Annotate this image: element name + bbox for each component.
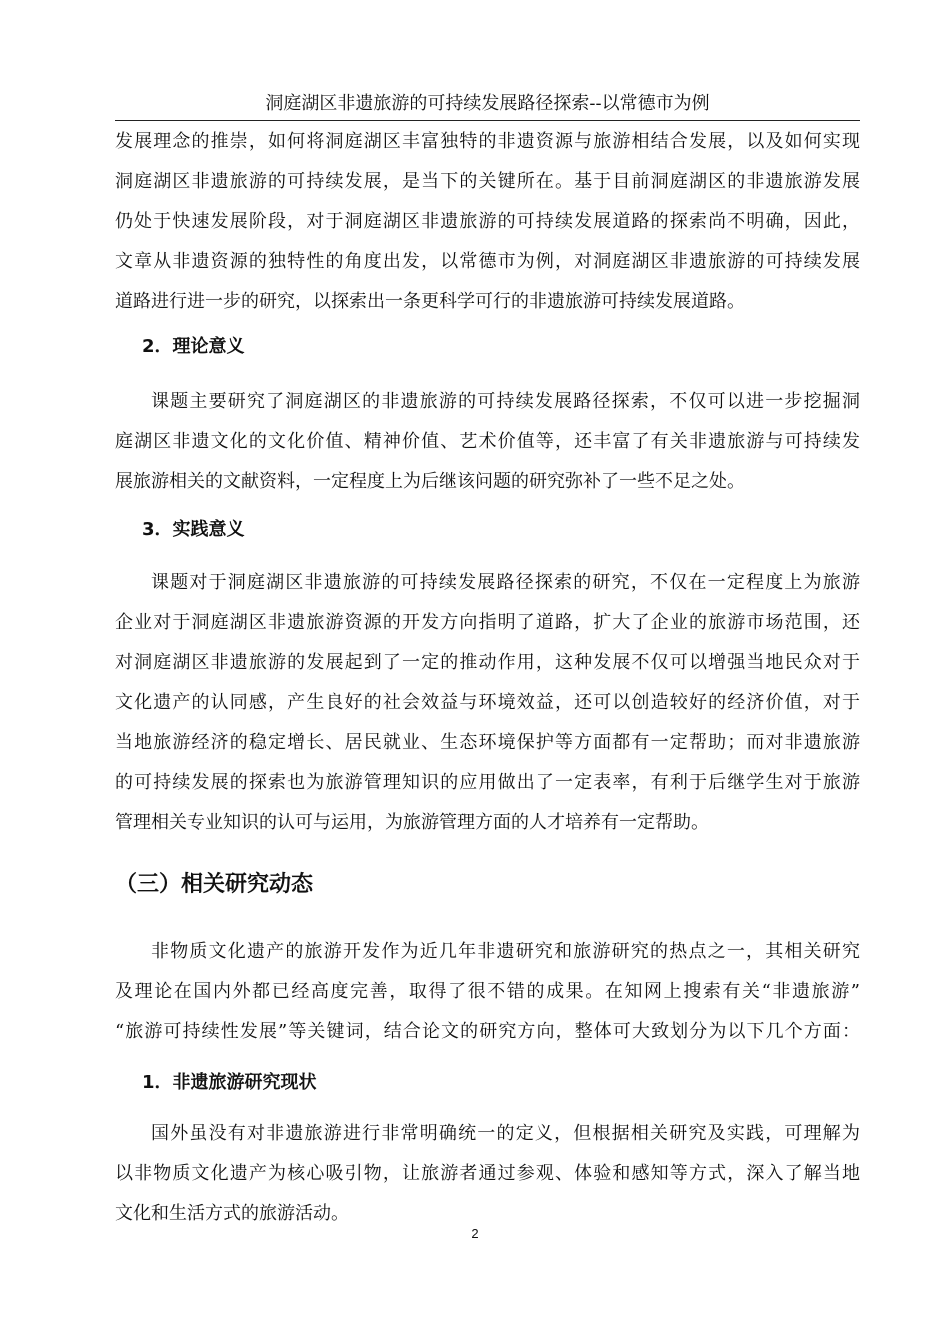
text-line: 当地旅游经济的稳定增长、居民就业、生态环境保护等方面都有一定帮助；而对非遗旅游 (115, 732, 860, 753)
text-line: 文化和生活方式的旅游活动。 (115, 1203, 349, 1224)
page-number: 2 (471, 1226, 479, 1241)
heading-theoretical-significance: 2．理论意义 (142, 336, 245, 357)
text-line: 文章从非遗资源的独特性的角度出发，以常德市为例，对洞庭湖区非遗旅游的可持续发展 (115, 251, 860, 272)
text-line: 管理相关专业知识的认可与运用，为旅游管理方面的人才培养有一定帮助。 (115, 812, 709, 833)
text-line: 仍处于快速发展阶段，对于洞庭湖区非遗旅游的可持续发展道路的探索尚不明确，因此， (115, 211, 860, 232)
text-line: 发展理念的推崇，如何将洞庭湖区丰富独特的非遗资源与旅游相结合发展，以及如何实现 (115, 131, 860, 152)
text-line: “旅游可持续性发展”等关键词，结合论文的研究方向，整体可大致划分为以下几个方面： (115, 1021, 860, 1042)
text-line: 洞庭湖区非遗旅游的可持续发展，是当下的关键所在。基于目前洞庭湖区的非遗旅游发展 (115, 171, 860, 192)
paragraph-intro (115, 122, 860, 322)
text-line: 企业对于洞庭湖区非遗旅游资源的开发方向指明了道路，扩大了企业的旅游市场范围，还 (115, 612, 860, 633)
text-line: 非物质文化遗产的旅游开发作为近几年非遗研究和旅游研究的热点之一，其相关研究 (151, 941, 860, 962)
text-line: 国外虽没有对非遗旅游进行非常明确统一的定义，但根据相关研究及实践，可理解为 (151, 1123, 860, 1144)
text-line: 及理论在国内外都已经高度完善，取得了很不错的成果。在知网上搜索有关“非遗旅游” (115, 981, 860, 1002)
text-line: 道路进行进一步的研究，以探索出一条更科学可行的非遗旅游可持续发展道路。 (115, 291, 745, 312)
heading-practical-significance: 3．实践意义 (142, 519, 245, 540)
running-header: 洞庭湖区非遗旅游的可持续发展路径探索--以常德市为例 (265, 93, 710, 114)
paragraph-research-overview (115, 932, 860, 1052)
paragraph-practical (115, 563, 860, 843)
text-line: 对洞庭湖区非遗旅游的发展起到了一定的推动作用，这种发展不仅可以增强当地民众对于 (115, 652, 860, 673)
text-line: 以非物质文化遗产为核心吸引物，让旅游者通过参观、体验和感知等方式，深入了解当地 (115, 1163, 860, 1184)
text-line: 展旅游相关的文献资料，一定程度上为后继该问题的研究弥补了一些不足之处。 (115, 471, 745, 492)
header-divider (115, 120, 860, 121)
heading-research-status: 1．非遗旅游研究现状 (142, 1072, 317, 1093)
text-line: 文化遗产的认同感，产生良好的社会效益与环境效益，还可以创造较好的经济价值，对于 (115, 692, 860, 713)
paragraph-research-status (115, 1114, 860, 1234)
text-line: 课题主要研究了洞庭湖区的非遗旅游的可持续发展路径探索，不仅可以进一步挖掘洞 (151, 391, 860, 412)
text-line: 课题对于洞庭湖区非遗旅游的可持续发展路径探索的研究，不仅在一定程度上为旅游 (151, 572, 860, 593)
text-line: 的可持续发展的探索也为旅游管理知识的应用做出了一定表率，有利于后继学生对于旅游 (115, 772, 860, 793)
section-heading-related-research: （三）相关研究动态 (115, 872, 314, 897)
paragraph-theoretical (115, 382, 860, 502)
text-line: 庭湖区非遗文化的文化价值、精神价值、艺术价值等，还丰富了有关非遗旅游与可持续发 (115, 431, 860, 452)
